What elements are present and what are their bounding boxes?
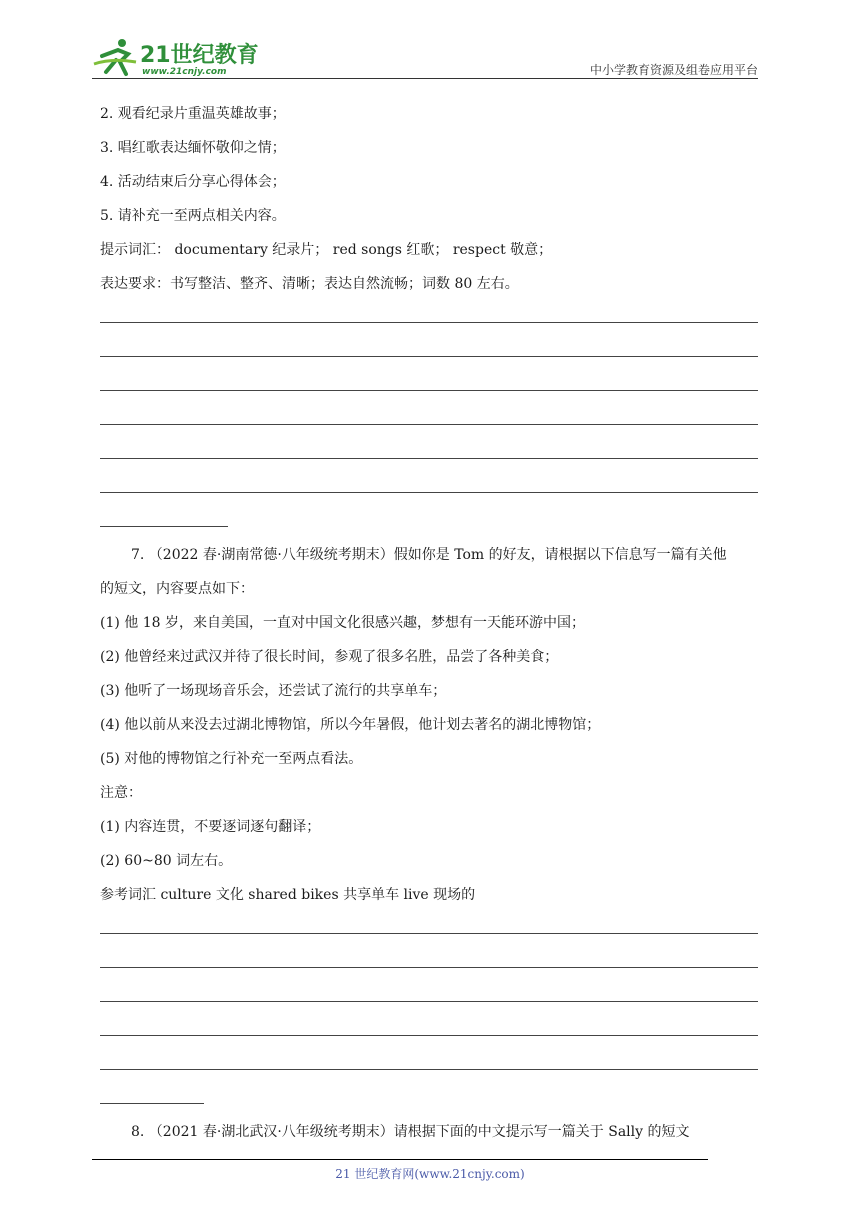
list-item: (2) 60~80 词左右。 [100,853,233,869]
answer-line [100,1103,204,1104]
list-item: (3) 他听了一场现场音乐会，还尝试了流行的共享单车； [100,683,447,699]
list-item: (5) 对他的博物馆之行补充一至两点看法。 [100,751,363,767]
list-item: (4) 他以前从来没去过湖北博物馆，所以今年暑假，他计划去著名的湖北博物馆； [100,717,601,733]
list-item: (1) 内容连贯，不要逐词逐句翻译； [100,819,321,835]
footer-divider [92,1159,708,1160]
logo-text: 21世纪教育 [140,43,259,68]
question-title-cont: 的短文，内容要点如下： [100,581,254,597]
answer-line [100,492,758,493]
answer-line [100,1069,758,1070]
list-item: 4. 活动结束后分享心得体会； [100,174,286,190]
answer-line [100,458,758,459]
list-item: (1) 他 18 岁，来自美国，一直对中国文化很感兴趣，梦想有一天能环游中国； [100,615,585,631]
answer-line [100,967,758,968]
answer-line [100,1001,758,1002]
vocab-hint: 提示词汇： documentary 纪录片； red songs 红歌； respect 敬意； [100,242,553,258]
note-label: 注意： [100,785,142,801]
answer-line [100,526,228,527]
vocab-hint: 参考词汇 culture 文化 shared bikes 共享单车 live 现场的 [100,887,476,903]
list-item: 5. 请补充一至两点相关内容。 [100,208,286,224]
list-item: 3. 唱红歌表达缅怀敬仰之情； [100,140,286,156]
requirement: 表达要求：书写整洁、整齐、清晰；表达自然流畅；词数 80 左右。 [100,276,519,292]
site-logo [92,34,264,80]
answer-line [100,390,758,391]
answer-line [100,424,758,425]
runner-icon [94,39,136,74]
answer-line [100,356,758,357]
question-title: 7. （2022 春·湖南常德·八年级统考期末）假如你是 Tom 的好友，请根据以下信息写一篇有关他 [131,547,727,563]
footer-text: 21 世纪教育网(www.21cnjy.com) [335,1167,525,1181]
list-item: 2. 观看纪录片重温英雄故事； [100,106,286,122]
header-platform-text: 中小学教育资源及组卷应用平台 [589,63,758,77]
list-item: (2) 他曾经来过武汉并待了很长时间，参观了很多名胜，品尝了各种美食； [100,649,559,665]
answer-line [100,933,758,934]
answer-line [100,1035,758,1036]
logo-url: www.21cnjy.com [142,67,227,77]
header-divider [92,78,758,79]
question-title: 8. （2021 春·湖北武汉·八年级统考期末）请根据下面的中文提示写一篇关于 Sally 的短文 [131,1124,690,1140]
answer-line [100,322,758,323]
